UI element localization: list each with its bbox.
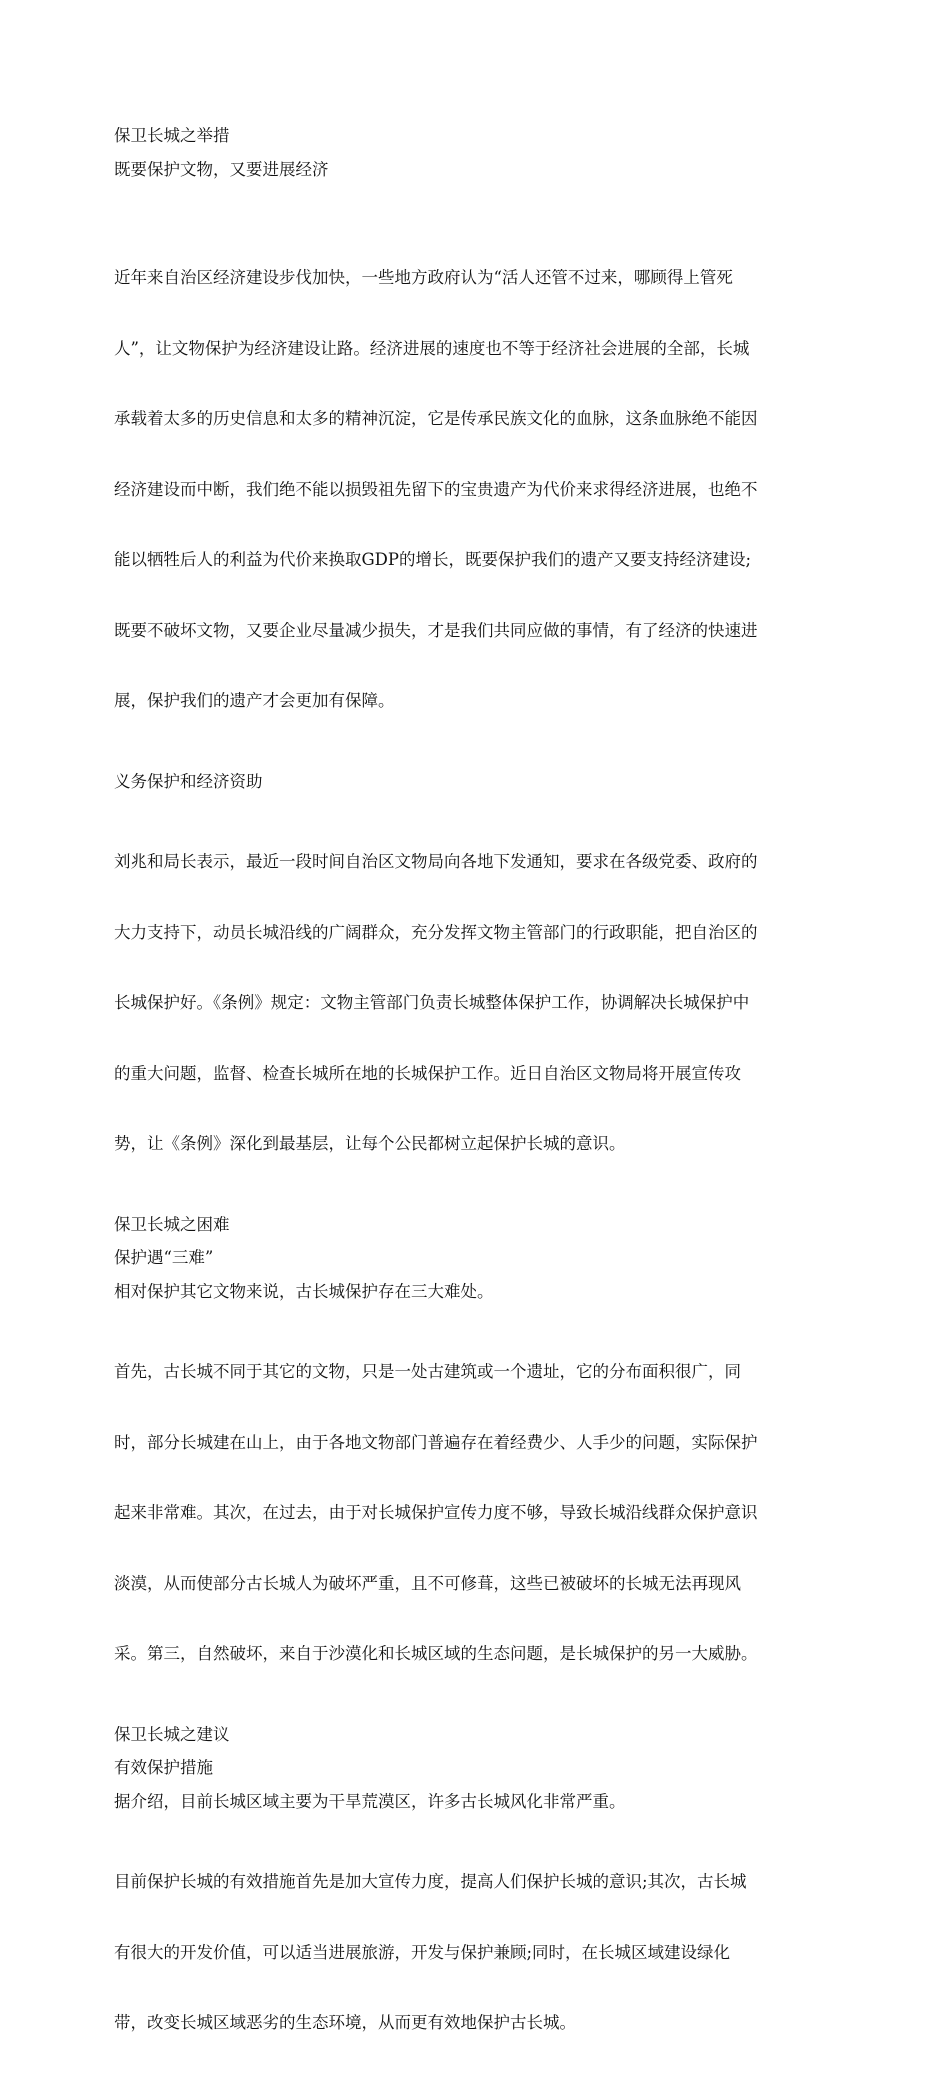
- text-line: 带，改变长城区域恶劣的生态环境，从而更有效地保护古长城。: [114, 2013, 576, 2032]
- section-heading: 保卫长城之建议: [114, 1724, 230, 1744]
- text-line: 有很大的开发价值，可以适当进展旅游，开发与保护兼顾;同时，在长城区域建设绿化: [114, 1942, 731, 1962]
- paragraph-1: [114, 219, 842, 760]
- text-line: 淡漠，从而使部分古长城人为破坏严重，且不可修葺，这些已被破坏的长城无法再现风: [114, 1573, 741, 1593]
- text-line: 长城保护好。《条例》规定：文物主管部门负责长城整体保护工作，协调解决长城保护中: [114, 993, 750, 1012]
- text-line: 经济建设而中断，我们绝不能以损毁祖先留下的宝贵遗产为代价来求得经济进展，也绝不: [114, 479, 758, 499]
- paragraph-6: [114, 1823, 842, 2082]
- paragraph-4: [114, 1313, 842, 1713]
- document-page: [114, 124, 842, 2082]
- doc-title: 保卫长城之举措: [114, 126, 230, 145]
- text-line: 近年来自治区经济建设步伐加快，一些地方政府认为“活人还管不过来，哪顾得上管死: [114, 268, 733, 287]
- text-line: 刘兆和局长表示，最近一段时间自治区文物局向各地下发通知，要求在各级党委、政府的: [114, 852, 758, 871]
- doc-subtitle: 既要保护文物，又要进展经济: [114, 159, 329, 179]
- text-line: 大力支持下，动员长城沿线的广阔群众，充分发挥文物主管部门的行政职能，把自治区的: [114, 922, 758, 942]
- section-subheading: 保护遇“三难”: [114, 1248, 214, 1267]
- paragraph-5: 据介绍，目前长城区域主要为干旱荒漠区，许多古长城风化非常严重。: [114, 1791, 626, 1811]
- text-line: 采。第三，自然破坏，来自于沙漠化和长城区域的生态问题，是长城保护的另一大威胁。: [114, 1644, 758, 1663]
- text-line: 起来非常难。其次，在过去，由于对长城保护宣传力度不够，导致长城沿线群众保护意识: [114, 1503, 758, 1522]
- text-line: 人”，让文物保护为经济建设让路。经济进展的速度也不等于经济社会进展的全部，长城: [114, 338, 750, 358]
- text-line: 势，让《条例》深化到最基层，让每个公民都树立起保护长城的意识。: [114, 1134, 626, 1153]
- section-subheading: 有效保护措施: [114, 1758, 213, 1777]
- text-line: 展，保护我们的遗产才会更加有保障。: [114, 691, 395, 710]
- text-line: 首先，古长城不同于其它的文物，只是一处古建筑或一个遗址，它的分布面积很广，同: [114, 1362, 741, 1381]
- section-heading: 保卫长城之困难: [114, 1214, 230, 1234]
- paragraph-3: 相对保护其它文物来说，古长城保护存在三大难处。: [114, 1281, 494, 1301]
- text-line: 承载着太多的历史信息和太多的精神沉淀，它是传承民族文化的血脉，这条血脉绝不能因: [114, 409, 758, 428]
- text-line: 能以牺牲后人的利益为代价来换取GDP的增长，既要保护我们的遗产又要支持经济建设;: [114, 550, 752, 569]
- text-line: 既要不破坏文物，又要企业尽量减少损失，才是我们共同应做的事情，有了经济的快速进: [114, 620, 758, 640]
- text-line: 目前保护长城的有效措施首先是加大宣传力度，提高人们保护长城的意识;其次，古长城: [114, 1872, 747, 1891]
- text-line: 时，部分长城建在山上，由于各地文物部门普遍存在着经费少、人手少的问题，实际保护: [114, 1432, 758, 1452]
- paragraph-2: [114, 803, 842, 1203]
- text-line: 的重大问题，监督、检查长城所在地的长城保护工作。近日自治区文物局将开展宣传攻: [114, 1063, 741, 1083]
- section-heading: 义务保护和经济资助: [114, 771, 263, 791]
